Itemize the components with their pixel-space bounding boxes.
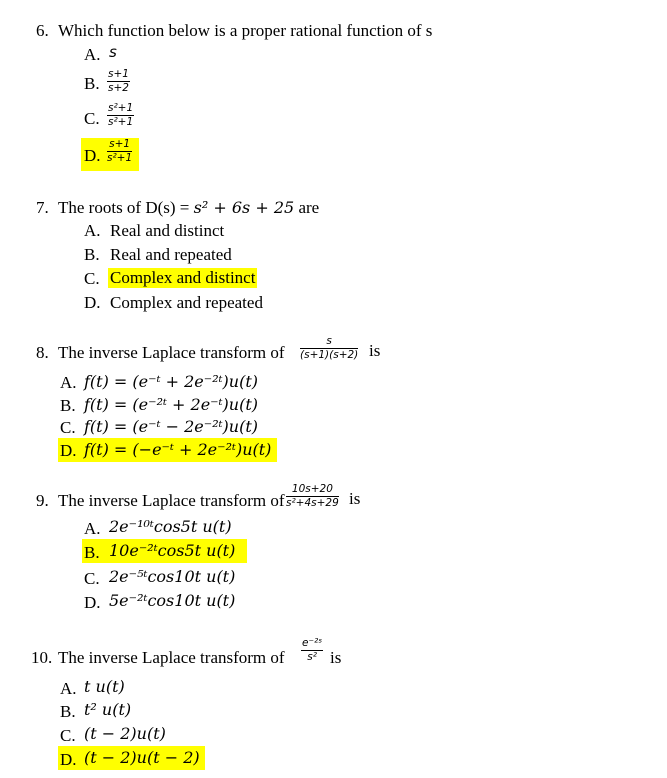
q10-option-d-text: (t − 2)u(t − 2) [84,748,200,767]
q10-option-c-text: (t − 2)u(t) [84,724,166,743]
q10-fraction-numerator: e⁻²ˢ [302,637,323,649]
q9-option-b-letter: B. [84,543,100,562]
q6-option-c-numerator: s²+1 [108,102,134,114]
q10-number: 10. [31,648,53,667]
q7-option-a-text: Real and distinct [110,221,225,240]
q6-option-b-fraction [107,69,130,93]
q7-prompt-text: The roots of D(s) = [58,198,190,217]
q7-option-d-letter: D. [84,293,101,312]
q8-fraction-denominator: (s+1)(s+2) [300,348,359,361]
q6-option-c-fraction [107,103,134,127]
q6-option-b-denominator: s+2 [108,81,129,94]
q7-option-b-letter: B. [84,245,100,264]
q9-fraction-denominator: s²+4s+29 [286,496,339,509]
q8-prompt-suffix: is [369,341,381,360]
q9-prompt-suffix: is [349,489,361,508]
q8-prompt-fraction [300,336,358,360]
q6-option-b-letter: B. [84,74,100,93]
q8-prompt: The inverse Laplace transform of [58,343,285,362]
q7-number: 7. [36,198,49,217]
q8-option-d-text: f(t) = (−e⁻ᵗ + 2e⁻²ᵗ)u(t) [84,440,272,459]
q10-option-a-text: t u(t) [84,677,125,696]
q7-option-b-text: Real and repeated [110,245,232,264]
q9-option-c-letter: C. [84,569,100,588]
q8-option-c-text: f(t) = (e⁻ᵗ − 2e⁻²ᵗ)u(t) [84,417,259,436]
q9-option-a-letter: A. [84,519,101,538]
q10-prompt-suffix: is [330,648,342,667]
q10-fraction-denominator: s² [307,650,317,663]
q7-prompt [58,199,319,216]
q6-option-c-letter: C. [84,109,100,128]
q6-number: 6. [36,21,49,40]
q8-option-b-letter: B. [60,396,76,415]
q8-option-a-letter: A. [60,373,77,392]
q6-option-d-fraction [107,139,132,163]
q8-option-a-text: f(t) = (e⁻ᵗ + 2e⁻²ᵗ)u(t) [84,372,259,391]
q6-option-d-numerator: s+1 [109,138,131,150]
q8-option-d-letter: D. [60,441,77,460]
q9-option-b-text: 10e⁻²ᵗcos5t u(t) [109,541,236,560]
q9-fraction-numerator: 10s+20 [291,483,333,495]
q7-option-d-text: Complex and repeated [110,293,263,312]
q6-option-a-text: s [109,43,117,61]
q9-option-d-text: 5e⁻²ᵗcos10t u(t) [109,591,236,610]
q10-prompt: The inverse Laplace transform of [58,648,285,667]
q6-option-b-numerator: s+1 [108,68,129,80]
q6-prompt: Which function below is a proper rational function of s [58,21,433,40]
q7-option-c-letter: C. [84,269,100,288]
q9-option-a-text: 2e⁻¹⁰ᵗcos5t u(t) [109,517,232,536]
q8-fraction-numerator: s [326,335,332,347]
q9-number: 9. [36,491,49,510]
q6-option-d-letter: D. [84,146,101,165]
q10-option-d-letter: D. [60,750,77,769]
q10-option-a-letter: A. [60,679,77,698]
q9-option-c-text: 2e⁻⁵ᵗcos10t u(t) [109,567,236,586]
q7-option-c-text: Complex and distinct [110,268,256,287]
q10-option-b-letter: B. [60,702,76,721]
q6-option-a-letter: A. [84,45,101,64]
q9-prompt-fraction [286,484,339,508]
q9-prompt: The inverse Laplace transform of [58,491,285,510]
q7-prompt-math: s² + 6s + 25 [193,198,295,217]
q8-option-b-text: f(t) = (e⁻²ᵗ + 2e⁻ᵗ)u(t) [84,395,259,414]
q6-option-c-denominator: s²+1 [108,115,134,128]
q6-option-d-denominator: s²+1 [107,151,133,164]
q8-option-c-letter: C. [60,418,76,437]
q10-option-b-text: t² u(t) [84,700,132,719]
q7-prompt-suffix: are [298,198,320,217]
q7-option-a-letter: A. [84,221,101,240]
q10-prompt-fraction [301,638,323,662]
q9-option-d-letter: D. [84,593,101,612]
q10-option-c-letter: C. [60,726,76,745]
q8-number: 8. [36,343,49,362]
